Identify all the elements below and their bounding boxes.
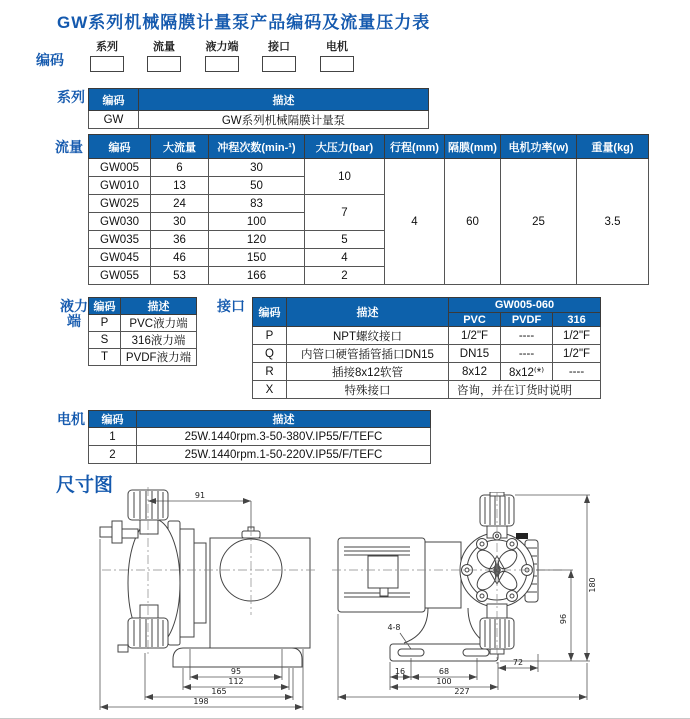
coding-field-liquid-end: [205, 38, 239, 72]
dimension-72: [498, 654, 538, 690]
cell: 13: [151, 177, 209, 195]
cell-power: 25: [501, 159, 577, 285]
table-header-row: [89, 135, 649, 159]
cell: 30: [209, 159, 305, 177]
mount-slot-right: [463, 649, 489, 656]
coding-field-motor: [320, 38, 354, 72]
cell: GW055: [89, 267, 151, 285]
cell: NPT螺纹接口: [287, 327, 449, 345]
table-row: [89, 332, 197, 349]
table-row: [89, 315, 197, 332]
cell: 1/2"F: [553, 327, 601, 345]
cell: 120: [209, 231, 305, 249]
liquid-end-label-line2: 端: [67, 313, 81, 329]
cell: P: [253, 327, 287, 345]
pump-base: [173, 648, 302, 667]
coding-field-interface: [262, 38, 296, 72]
liquid-end-section-label: [59, 299, 89, 329]
cell: 166: [209, 267, 305, 285]
cell: 8x12⁽*⁾: [501, 363, 553, 381]
cell: 83: [209, 195, 305, 213]
cell: 6: [151, 159, 209, 177]
cell: 插接8x12软管: [287, 363, 449, 381]
dimension-100: [390, 677, 498, 687]
adapter-body: [425, 542, 461, 608]
table-row: [253, 327, 601, 345]
series-table: [88, 88, 429, 129]
pump-front-view-drawing: [332, 492, 600, 707]
col-header: 大流量: [151, 135, 209, 159]
inlet-pipe: [122, 529, 138, 538]
table-row: [253, 363, 601, 381]
cell: 36: [151, 231, 209, 249]
cell: 1/2"F: [449, 327, 501, 345]
coding-field-label: 液力端: [205, 41, 239, 53]
cell: ----: [501, 327, 553, 345]
interface-section-label: 接口: [217, 298, 245, 314]
col-header: 编码: [253, 298, 287, 327]
series-section-label: 系列: [57, 89, 85, 105]
top-valve-stem: [140, 520, 158, 534]
cell: X: [253, 381, 287, 399]
cell: GW045: [89, 249, 151, 267]
dim-label-72: 72: [512, 658, 524, 667]
cell: 2: [89, 446, 137, 464]
pump-body-side: [100, 490, 310, 667]
cell: S: [89, 332, 121, 349]
cell-pressure: 2: [305, 267, 385, 285]
cell-pressure: 5: [305, 231, 385, 249]
table-header-row: [89, 411, 431, 428]
col-header: 冲程次数(min-¹): [209, 135, 305, 159]
coding-field-label: 接口: [268, 41, 290, 53]
cell: PVDF液力端: [121, 349, 197, 366]
table-header-row: [253, 298, 601, 313]
cell: PVC液力端: [121, 315, 197, 332]
cell: 8x12: [449, 363, 501, 381]
col-header: 描述: [137, 411, 431, 428]
cell: 特殊接口: [287, 381, 449, 399]
junction-box: [368, 556, 398, 588]
cell: 46: [151, 249, 209, 267]
col-header: 重量(kg): [577, 135, 649, 159]
table-row: [253, 345, 601, 363]
cell-pressure: 10: [305, 159, 385, 195]
dim-label-165: 165: [211, 687, 227, 696]
col-header: 编码: [89, 135, 151, 159]
cell-stroke: 4: [385, 159, 445, 285]
cell: GW系列机械隔膜计量泵: [139, 111, 429, 129]
inlet-nipple: [100, 527, 112, 537]
cell: 内管口硬管插管插口DN15: [287, 345, 449, 363]
dim-label-16: 16: [394, 667, 406, 676]
motor-table: [88, 410, 431, 464]
cell: T: [89, 349, 121, 366]
inlet-flange: [112, 521, 122, 543]
col-header: 描述: [121, 298, 197, 315]
junction-box-stem: [380, 588, 388, 596]
dim-label-68: 68: [438, 667, 450, 676]
cell: DN15: [449, 345, 501, 363]
cell: 24: [151, 195, 209, 213]
flow-table: [88, 134, 649, 285]
cell: 50: [209, 177, 305, 195]
table-row: [89, 349, 197, 366]
coding-field-series: [90, 38, 124, 72]
coding-box-flow: [147, 56, 181, 72]
col-header: 描述: [287, 298, 449, 327]
coding-field-label: 流量: [153, 41, 175, 53]
cell: R: [253, 363, 287, 381]
cell: GW035: [89, 231, 151, 249]
cell: 1/2"F: [553, 345, 601, 363]
coding-field-flow: [147, 38, 181, 72]
dim-label-198: 198: [193, 697, 209, 706]
col-header: PVC: [449, 313, 501, 327]
col-header: 描述: [139, 89, 429, 111]
table-row: [89, 428, 431, 446]
cell: 25W.1440rpm.1-50-220V.IP55/F/TEFC: [137, 446, 431, 464]
motor-block: [338, 538, 425, 612]
coding-section-label: 编码: [36, 52, 64, 68]
col-header: 电机功率(w): [501, 135, 577, 159]
pump-side-view-drawing: [90, 487, 335, 715]
dim-label-4-8: 4-8: [387, 623, 401, 632]
dim-label-227: 227: [454, 687, 470, 696]
dim-label-95: 95: [230, 667, 242, 676]
col-header: 行程(mm): [385, 135, 445, 159]
head-flange-3: [194, 543, 206, 623]
cell: 1: [89, 428, 137, 446]
table-row: [89, 159, 649, 177]
dim-label-100: 100: [436, 677, 452, 686]
cell-note: 咨询，并在订货时说明: [449, 381, 601, 399]
coding-box-liquid-end: [205, 56, 239, 72]
coding-box-motor: [320, 56, 354, 72]
coding-box-series: [90, 56, 124, 72]
cell: ----: [553, 363, 601, 381]
cell: GW: [89, 111, 139, 129]
table-row: [253, 381, 601, 399]
cell: GW010: [89, 177, 151, 195]
flow-section-label: 流量: [55, 139, 83, 155]
col-header: 编码: [89, 89, 139, 111]
coding-box-interface: [262, 56, 296, 72]
col-header: 316: [553, 313, 601, 327]
head-flange-2: [180, 529, 194, 637]
cell: 100: [209, 213, 305, 231]
cell: 150: [209, 249, 305, 267]
table-row: [89, 111, 429, 129]
motor-section-label: 电机: [57, 411, 85, 427]
col-header: PVDF: [501, 313, 553, 327]
cell: 316液力端: [121, 332, 197, 349]
liquid-end-label-line1: 液力: [60, 298, 88, 314]
dimension-96: [536, 570, 573, 661]
cell: GW005: [89, 159, 151, 177]
dimensions-section-label: 尺寸图: [56, 475, 114, 496]
col-header: 编码: [89, 411, 137, 428]
cell-pressure: 7: [305, 195, 385, 231]
bottom-valve-stem: [140, 605, 158, 618]
drain-spout: [118, 645, 128, 652]
coding-field-label: 电机: [326, 41, 348, 53]
dimension-16-68: [390, 658, 477, 690]
cell: ----: [501, 345, 553, 363]
dim-label-91: 91: [194, 491, 206, 500]
pedestal-curve-left: [404, 608, 428, 643]
liquid-end-table: [88, 297, 197, 366]
cell: 53: [151, 267, 209, 285]
col-header: 隔膜(mm): [445, 135, 501, 159]
coding-field-label: 系列: [96, 41, 118, 53]
table-header-row: [89, 298, 197, 315]
cell-diaphragm: 60: [445, 159, 501, 285]
cell: GW025: [89, 195, 151, 213]
table-row: [89, 446, 431, 464]
col-header: 编码: [89, 298, 121, 315]
col-header: 大压力(bar): [305, 135, 385, 159]
cell-weight: 3.5: [577, 159, 649, 285]
cell: 30: [151, 213, 209, 231]
page-title: GW系列机械隔膜计量泵产品编码及流量压力表: [57, 13, 431, 32]
mount-slot-left: [398, 649, 424, 656]
dim-label-96: 96: [559, 613, 568, 625]
dim-label-112: 112: [228, 677, 244, 686]
table-header-row: [89, 89, 429, 111]
lever-tab: [516, 533, 528, 539]
cell: P: [89, 315, 121, 332]
cell: 25W.1440rpm.3-50-380V.IP55/F/TEFC: [137, 428, 431, 446]
cell: GW030: [89, 213, 151, 231]
interface-table: [252, 297, 601, 399]
dim-label-180: 180: [588, 577, 597, 593]
cell-pressure: 4: [305, 249, 385, 267]
cell: Q: [253, 345, 287, 363]
col-header-group: GW005-060: [449, 298, 601, 313]
